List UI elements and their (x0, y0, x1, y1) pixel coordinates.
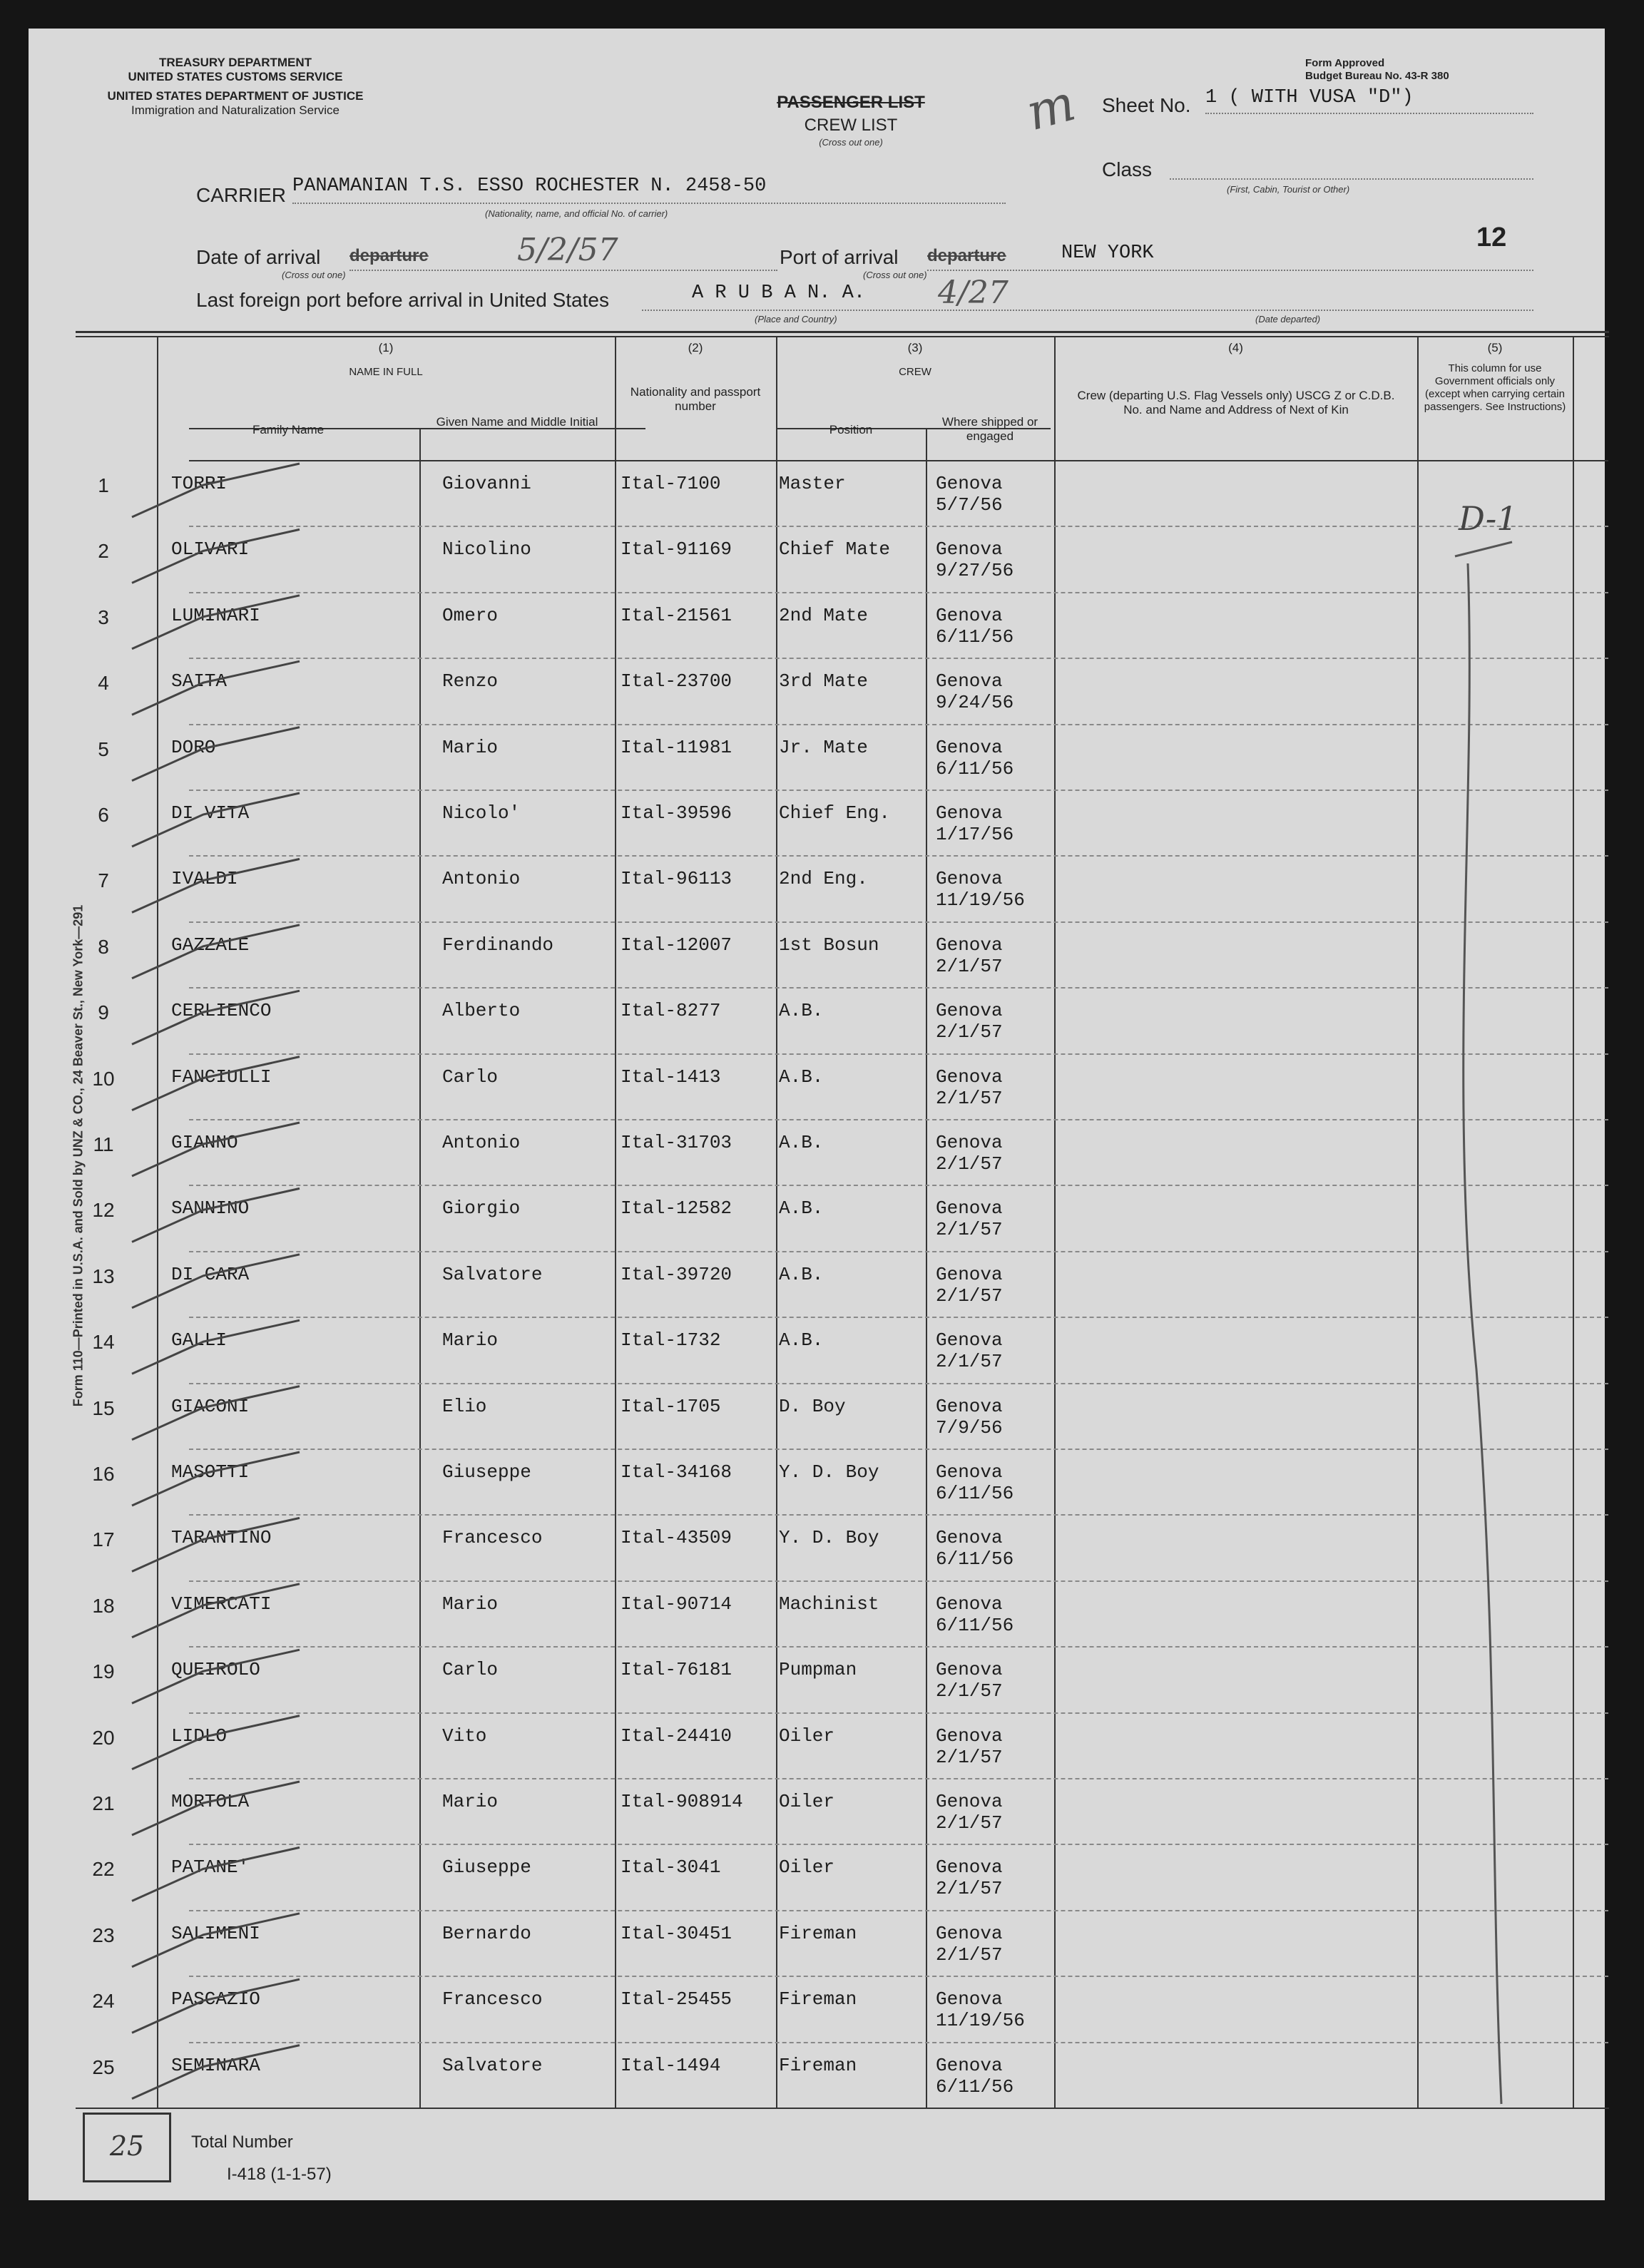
family-name-cell: GAZZALE (171, 934, 250, 956)
shipped-place-cell: Genova (936, 2054, 1003, 2076)
date-arrival-label: Date of arrival (196, 246, 321, 268)
family-name-cell: TARANTINO (171, 1527, 272, 1549)
family-name-cell: DI VITA (171, 802, 250, 824)
shipped-date-cell: 7/9/56 (936, 1416, 1003, 1439)
check-mark (132, 661, 300, 715)
shipped-place-cell: Genova (936, 736, 1003, 758)
row-number: 16 (92, 1463, 115, 1485)
col3-title: CREW (899, 366, 931, 378)
shipped-date-cell: 6/11/56 (936, 1483, 1014, 1504)
shipped-place-cell: Genova (936, 473, 1003, 494)
check-mark (132, 925, 300, 979)
family-name-cell: LIDLO (171, 1725, 228, 1747)
row-number: 19 (92, 1660, 115, 1683)
family-name-cell: MORTOLA (171, 1791, 250, 1812)
position-cell: 2nd Mate (779, 604, 868, 626)
shipped-date-cell: 5/7/56 (936, 494, 1003, 516)
check-mark (132, 1650, 300, 1703)
form-approved-2: Budget Bureau No. 43-R 380 (1305, 70, 1449, 82)
family-name-cell: CERLIENCO (171, 1000, 272, 1022)
passport-cell: Ital-39596 (621, 802, 732, 824)
family-name-cell: DORO (171, 736, 216, 758)
shipped-date-cell: 2/1/57 (936, 1812, 1003, 1834)
row-number: 8 (98, 935, 109, 958)
shipped-date-cell: 2/1/57 (936, 1943, 1003, 1966)
row-number: 6 (98, 804, 109, 826)
passport-cell: Ital-21561 (621, 604, 732, 626)
passport-cell: Ital-96113 (621, 868, 732, 890)
family-name-cell: GIACONI (171, 1395, 250, 1417)
shipped-place-cell: Genova (936, 1263, 1003, 1285)
family-name-cell: DI CARA (171, 1263, 250, 1285)
position-cell: Oiler (779, 1725, 835, 1747)
row-number: 14 (92, 1331, 115, 1354)
check-mark (132, 529, 300, 583)
passport-cell: Ital-30451 (621, 1922, 732, 1944)
position-cell: 3rd Mate (779, 670, 868, 693)
shipped-date-cell: 2/1/57 (936, 1351, 1003, 1373)
check-mark (132, 859, 300, 912)
shipped-place-cell: Genova (936, 1461, 1003, 1483)
row-number: 2 (98, 540, 109, 563)
shipped-place-cell: Genova (936, 670, 1003, 693)
given-name-cell: Vito (442, 1725, 487, 1747)
row-number: 21 (92, 1792, 115, 1814)
check-mark (132, 1914, 300, 1967)
page-number: 12 (1476, 223, 1507, 252)
position-cell: Master (779, 473, 846, 494)
row-number: 20 (92, 1726, 115, 1749)
total-box (83, 2113, 171, 2182)
passport-cell: Ital-7100 (621, 473, 721, 494)
family-name-header: Family Name (252, 423, 325, 436)
row-number: 9 (98, 1001, 109, 1024)
shipped-date-cell: 2/1/57 (936, 1878, 1003, 1900)
passport-cell: Ital-34168 (621, 1461, 732, 1483)
port-departure-struck: departure (927, 246, 1006, 265)
row-number: 4 (98, 672, 109, 695)
family-name-cell: GALLI (171, 1329, 228, 1352)
shipped-place-cell: Genova (936, 1066, 1003, 1088)
passport-cell: Ital-39720 (621, 1263, 732, 1285)
position-cell: Fireman (779, 1922, 857, 1944)
col2-number: (2) (688, 341, 703, 354)
family-name-cell: IVALDI (171, 868, 238, 890)
passport-cell: Ital-76181 (621, 1659, 732, 1681)
family-name-cell: MASOTTI (171, 1461, 250, 1483)
passport-cell: Ital-31703 (621, 1132, 732, 1153)
position-cell: Pumpman (779, 1659, 857, 1681)
check-mark (132, 1716, 300, 1769)
check-mark (132, 1782, 300, 1835)
check-mark (132, 793, 300, 847)
side-print: Form 110—Printed in U.S.A. and Sold by UNZ & CO., 24 Beaver St., New York—291 (71, 904, 86, 1407)
given-name-cell: Salvatore (442, 2054, 543, 2076)
row-number: 24 (92, 1990, 115, 2013)
col2-title: Nationality and passport number (630, 385, 761, 413)
shipped-date-cell: 6/11/56 (936, 757, 1014, 780)
family-name-cell: SALIMENI (171, 1922, 260, 1944)
given-name-cell: Salvatore (442, 1263, 543, 1285)
family-name-cell: OLIVARI (171, 538, 250, 561)
port-arrival-label: Port of arrival (780, 246, 899, 268)
shipped-date-cell: 6/11/56 (936, 625, 1014, 648)
shipped-place-cell: Genova (936, 1527, 1003, 1549)
check-mark (132, 2045, 300, 2099)
check-mark (132, 1452, 300, 1506)
family-name-cell: GIANNO (171, 1132, 238, 1153)
col5-number: (5) (1487, 341, 1503, 354)
family-name-cell: QUEIROLO (171, 1659, 260, 1681)
family-name-cell: LUMINARI (171, 604, 260, 626)
list-cross-note: (Cross out one) (819, 137, 883, 148)
given-name-cell: Carlo (442, 1659, 499, 1681)
passport-cell: Ital-908914 (621, 1791, 743, 1812)
position-cell: A.B. (779, 1197, 824, 1220)
position-cell: Y. D. Boy (779, 1461, 879, 1483)
given-name-cell: Antonio (442, 868, 521, 890)
row-number: 13 (92, 1265, 115, 1287)
col4-number: (4) (1228, 341, 1243, 354)
row-number: 18 (92, 1594, 115, 1617)
given-name-cell: Mario (442, 1593, 499, 1615)
shipped-date-cell: 2/1/57 (936, 955, 1003, 977)
position-cell: Fireman (779, 1988, 857, 2011)
row-number: 23 (92, 1924, 115, 1946)
given-name-cell: Nicolino (442, 538, 531, 561)
shipped-date-cell: 6/11/56 (936, 1614, 1014, 1636)
position-cell: A.B. (779, 1329, 824, 1352)
row-number: 5 (98, 737, 109, 760)
position-cell: 2nd Eng. (779, 868, 868, 890)
agency-line-3: UNITED STATES DEPARTMENT OF JUSTICE (107, 89, 364, 103)
check-mark (132, 1518, 300, 1571)
shipped-place-cell: Genova (936, 1593, 1003, 1615)
shipped-date-cell: 1/17/56 (936, 824, 1014, 845)
col1-number: (1) (378, 341, 394, 354)
check-mark (132, 727, 300, 781)
given-name-cell: Nicolo' (442, 802, 521, 824)
position-cell: Jr. Mate (779, 736, 868, 758)
given-name-cell: Giuseppe (442, 1856, 531, 1879)
position-cell: D. Boy (779, 1395, 846, 1417)
date-arrival-value: 5/2/57 (517, 232, 618, 268)
shipped-date-cell: 2/1/57 (936, 1284, 1003, 1307)
position-cell: A.B. (779, 1066, 824, 1088)
given-name-cell: Carlo (442, 1066, 499, 1088)
form-number: I-418 (1-1-57) (227, 2165, 332, 2184)
check-mark (132, 1320, 300, 1374)
given-name-cell: Alberto (442, 1000, 521, 1022)
total-value: 25 (109, 2130, 145, 2162)
position-cell: Y. D. Boy (779, 1527, 879, 1549)
family-name-cell: PATANE' (171, 1856, 250, 1879)
check-mark (132, 1584, 300, 1638)
shipped-place-cell: Genova (936, 1329, 1003, 1352)
check-mark (132, 464, 300, 517)
position-cell: Chief Mate (779, 538, 891, 561)
position-cell: Oiler (779, 1856, 835, 1879)
shipped-place-cell: Genova (936, 538, 1003, 561)
given-name-cell: Giovanni (442, 473, 531, 494)
row-number: 12 (92, 1199, 115, 1222)
sheet-value: 1 ( WITH VUSA "D") (1205, 87, 1414, 108)
check-mark (132, 1386, 300, 1440)
check-mark (132, 1057, 300, 1110)
date-departure-struck: departure (349, 246, 429, 265)
passport-cell: Ital-23700 (621, 670, 732, 693)
row-number: 17 (92, 1528, 115, 1551)
given-name-header: Given Name and Middle Initial (436, 415, 598, 429)
row-number: 15 (92, 1396, 115, 1419)
passport-cell: Ital-12582 (621, 1197, 732, 1220)
passport-cell: Ital-25455 (621, 1988, 732, 2011)
shipped-date-cell: 2/1/57 (936, 1021, 1003, 1043)
class-label: Class (1102, 158, 1153, 180)
agency-line-1: TREASURY DEPARTMENT (158, 56, 312, 69)
check-mark (132, 1847, 300, 1901)
last-port-value: A R U B A N. A. (692, 282, 866, 304)
check-mark (132, 1979, 300, 2033)
shipped-date-cell: 2/1/57 (936, 1087, 1003, 1109)
shipped-date-cell: 9/24/56 (936, 692, 1014, 714)
position-header: Position (829, 423, 873, 436)
row-number: 11 (93, 1133, 114, 1155)
port-arrival-value: NEW YORK (1061, 242, 1154, 264)
date-departed-caption: (Date departed) (1255, 314, 1321, 325)
col3-number: (3) (907, 341, 923, 354)
passport-cell: Ital-3041 (621, 1856, 721, 1879)
given-name-cell: Bernardo (442, 1922, 531, 1944)
shipped-place-cell: Genova (936, 604, 1003, 626)
shipped-date-cell: 11/19/56 (936, 889, 1025, 911)
shipped-place-cell: Genova (936, 1791, 1003, 1812)
given-name-cell: Omero (442, 604, 499, 626)
shipped-place-cell: Genova (936, 1132, 1003, 1153)
crew-list-title: CREW LIST (804, 116, 898, 135)
form-approved-1: Form Approved (1305, 57, 1385, 69)
passenger-list-struck: PASSENGER LIST (777, 93, 925, 112)
port-cross-note: (Cross out one) (863, 270, 927, 280)
shipped-date-cell: 6/11/56 (936, 1548, 1014, 1570)
initials-mark: m (1020, 73, 1081, 143)
given-name-cell: Francesco (442, 1988, 543, 2011)
shipped-place-cell: Genova (936, 1000, 1003, 1022)
shipped-place-cell: Genova (936, 1988, 1003, 2011)
row-number: 3 (98, 606, 109, 628)
passport-cell: Ital-1494 (621, 2054, 721, 2076)
passport-cell: Ital-1413 (621, 1066, 721, 1088)
position-cell: A.B. (779, 1000, 824, 1022)
carrier-value: PANAMANIAN T.S. ESSO ROCHESTER N. 2458-50 (292, 175, 767, 197)
given-name-cell: Mario (442, 736, 499, 758)
given-name-cell: Mario (442, 1791, 499, 1812)
given-name-cell: Renzo (442, 670, 499, 693)
carrier-label: CARRIER (196, 184, 287, 206)
shipped-place-cell: Genova (936, 802, 1003, 824)
position-cell: A.B. (779, 1263, 824, 1285)
family-name-cell: TORRI (171, 473, 228, 494)
check-mark (132, 991, 300, 1044)
given-name-cell: Giorgio (442, 1197, 521, 1220)
passport-cell: Ital-1705 (621, 1395, 721, 1417)
check-mark (132, 596, 300, 649)
passport-cell: Ital-24410 (621, 1725, 732, 1747)
given-name-cell: Antonio (442, 1132, 521, 1153)
given-name-cell: Mario (442, 1329, 499, 1352)
carrier-caption: (Nationality, name, and official No. of carrier) (485, 208, 668, 219)
shipped-place-cell: Genova (936, 1395, 1003, 1417)
shipped-date-cell: 9/27/56 (936, 560, 1014, 582)
shipped-place-cell: Genova (936, 1659, 1003, 1681)
total-label: Total Number (191, 2132, 293, 2152)
date-departed-value: 4/27 (938, 275, 1009, 311)
col5-mark: D-1 (1459, 499, 1518, 538)
passport-cell: Ital-1732 (621, 1329, 721, 1352)
shipped-date-cell: 2/1/57 (936, 1746, 1003, 1768)
row-number: 1 (98, 474, 109, 496)
position-cell: Oiler (779, 1791, 835, 1812)
given-name-cell: Ferdinando (442, 934, 554, 956)
position-cell: A.B. (779, 1132, 824, 1153)
col4-title: Crew (departing U.S. Flag Vessels only) USCG Z or C.D.B. No. and Name and Address of Next of Kin (1077, 389, 1395, 417)
place-caption: (Place and Country) (755, 314, 837, 325)
passport-cell: Ital-8277 (621, 1000, 721, 1022)
sheet-label: Sheet No. (1102, 94, 1191, 116)
passport-cell: Ital-12007 (621, 934, 732, 956)
position-cell: 1st Bosun (779, 934, 879, 956)
shipped-place-cell: Genova (936, 1922, 1003, 1944)
shipped-date-cell: 2/1/57 (936, 1680, 1003, 1702)
given-name-cell: Elio (442, 1395, 487, 1417)
passport-cell: Ital-90714 (621, 1593, 732, 1615)
agency-line-4: Immigration and Naturalization Service (131, 103, 339, 117)
shipped-place-cell: Genova (936, 934, 1003, 956)
position-cell: Chief Eng. (779, 802, 891, 824)
check-marks (29, 29, 1605, 2200)
check-mark (132, 1188, 300, 1242)
passport-cell: Ital-91169 (621, 538, 732, 561)
family-name-cell: SANNINO (171, 1197, 250, 1220)
date-cross-note: (Cross out one) (282, 270, 346, 280)
family-name-cell: SAITA (171, 670, 228, 693)
col5-title: This column for use Government officials only (except when carrying certain passengers. See Instructions) (1424, 362, 1566, 413)
family-name-cell: FANCIULLI (171, 1066, 272, 1088)
class-caption: (First, Cabin, Tourist or Other) (1227, 184, 1350, 195)
check-mark (132, 1255, 300, 1308)
family-name-cell: VIMERCATI (171, 1593, 272, 1615)
shipped-date-cell: 6/11/56 (936, 2075, 1014, 2098)
col1-title: NAME IN FULL (349, 366, 423, 378)
shipped-place-cell: Genova (936, 1856, 1003, 1879)
row-number: 10 (92, 1067, 115, 1090)
crew-list-form (29, 29, 1605, 2200)
row-number: 7 (98, 869, 109, 892)
agency-line-2: UNITED STATES CUSTOMS SERVICE (128, 70, 343, 83)
shipped-place-cell: Genova (936, 1197, 1003, 1220)
family-name-cell: PASCAZIO (171, 1988, 260, 2011)
shipped-date-cell: 2/1/57 (936, 1153, 1003, 1175)
position-cell: Machinist (779, 1593, 879, 1615)
where-engaged-header: Where shipped or engaged (941, 415, 1038, 443)
row-number: 25 (92, 2055, 115, 2078)
family-name-cell: SEMINARA (171, 2054, 260, 2076)
passport-cell: Ital-11981 (621, 736, 732, 758)
shipped-place-cell: Genova (936, 868, 1003, 890)
passport-cell: Ital-43509 (621, 1527, 732, 1549)
check-mark (132, 1123, 300, 1176)
shipped-place-cell: Genova (936, 1725, 1003, 1747)
shipped-date-cell: 11/19/56 (936, 2010, 1025, 2032)
given-name-cell: Giuseppe (442, 1461, 531, 1483)
row-number: 22 (92, 1858, 115, 1881)
position-cell: Fireman (779, 2054, 857, 2076)
shipped-date-cell: 2/1/57 (936, 1219, 1003, 1241)
last-port-label: Last foreign port before arrival in United States (196, 289, 609, 311)
given-name-cell: Francesco (442, 1527, 543, 1549)
